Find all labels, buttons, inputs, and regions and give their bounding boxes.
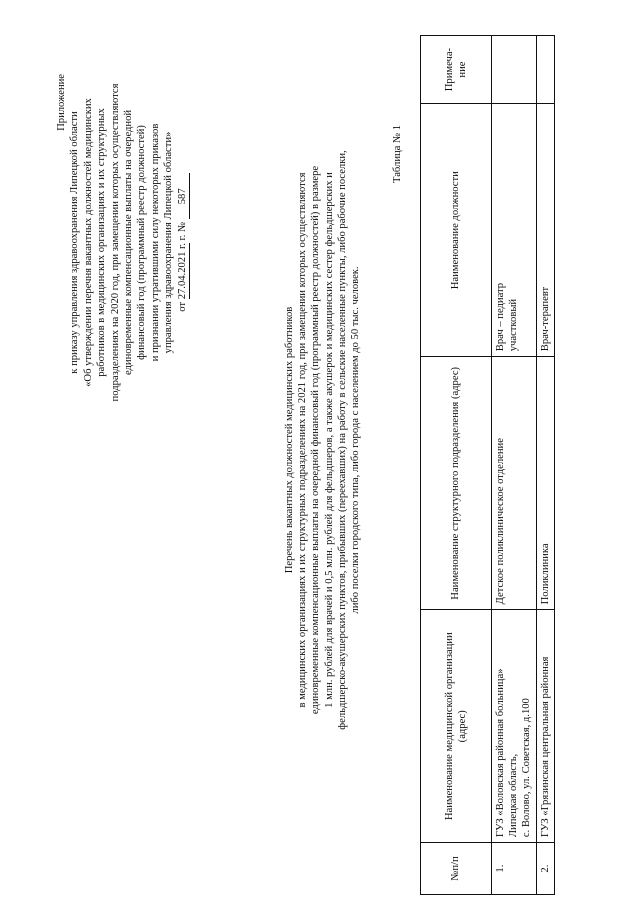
vacancy-table [420,35,555,895]
cell-number: 1. [492,843,537,895]
org-line: ГУЗ «Грязинская центральная районная [539,656,551,838]
date-prefix: от [176,301,188,312]
appendix-line: и признании утратившими силу некоторых приказов [149,123,161,362]
table-label: Таблица № 1 [392,124,403,183]
position-line: участковый [508,298,520,352]
appendix-line: «Об утверждении перечня вакантных должностей медицинских [82,98,94,387]
cell-position [536,104,554,357]
table-header-row [421,36,492,895]
cell-position [492,104,537,357]
title-line: единовременные компенсационные выплаты на очередной финансовый год (программный реестр должностей) в размере [310,165,322,715]
appendix-heading: Приложение [56,74,67,131]
number-value: 587 [176,173,190,219]
document-title [283,120,362,760]
appendix-date-line [176,70,190,415]
appendix-line: работников в медицинских организациях и их структурных [96,108,108,377]
appendix-block [55,70,190,415]
cell-organization [536,610,554,843]
cell-note [536,36,554,104]
table-row [536,36,554,895]
org-line: с. Волово, ул. Советская, д.100 [521,698,533,838]
table-row [492,36,537,895]
title-line: 1 млн. рублей для врачей и 0,5 млн. рублей для фельдшеров, а также акушерок и медицинских сестер фельдшерских и [323,172,335,708]
appendix-line: управления здравоохранения Липецкой области» [163,131,175,354]
appendix-line: к приказу управления здравоохранения Липецкой области [69,111,81,374]
header-note: Примеча-ние [421,36,492,104]
header-organization: Наименование медицинской организации (адрес) [421,610,492,843]
title-line: Перечень вакантных должностей медицинских работников [284,306,295,574]
header-position: Наименование должности [421,104,492,357]
title-line: фельдшерско-акушерских пунктов, прибывших (переехавших) на работу в сельские населенные пункты, либо рабочие поселки, [336,150,348,730]
title-line: либо поселки городского типа, либо города с населением до 50 тыс. человек. [350,266,362,614]
position-line: Врач-терапевт [539,286,551,352]
cell-department: Поликлиника [536,357,554,610]
header-number: №п/п [421,843,492,895]
appendix-line: финансовый год (программный реестр должностей) [136,125,148,360]
org-line: Липецкая область, [508,753,520,838]
date-value: 27.04.2021 г. [176,243,190,299]
cell-number: 2. [536,843,554,895]
appendix-line: подразделениях на 2020 год, при замещении которых осуществляются [109,83,121,402]
number-prefix: г. № [176,221,188,241]
org-line: ГУЗ «Воловская районная больница» [495,668,506,838]
title-line: в медицинских организациях и их структурных подразделениях на 2021 год, при замещении которых осуществляются [297,172,309,708]
cell-department: Детское поликлиническое отделение [492,357,537,610]
appendix-line: единовременные компенсационные выплаты на очередной [123,109,135,376]
cell-note [492,36,537,104]
header-department: Наименование структурного подразделения (адрес) [421,357,492,610]
position-line: Врач – педиатр [495,282,506,352]
cell-organization [492,610,537,843]
